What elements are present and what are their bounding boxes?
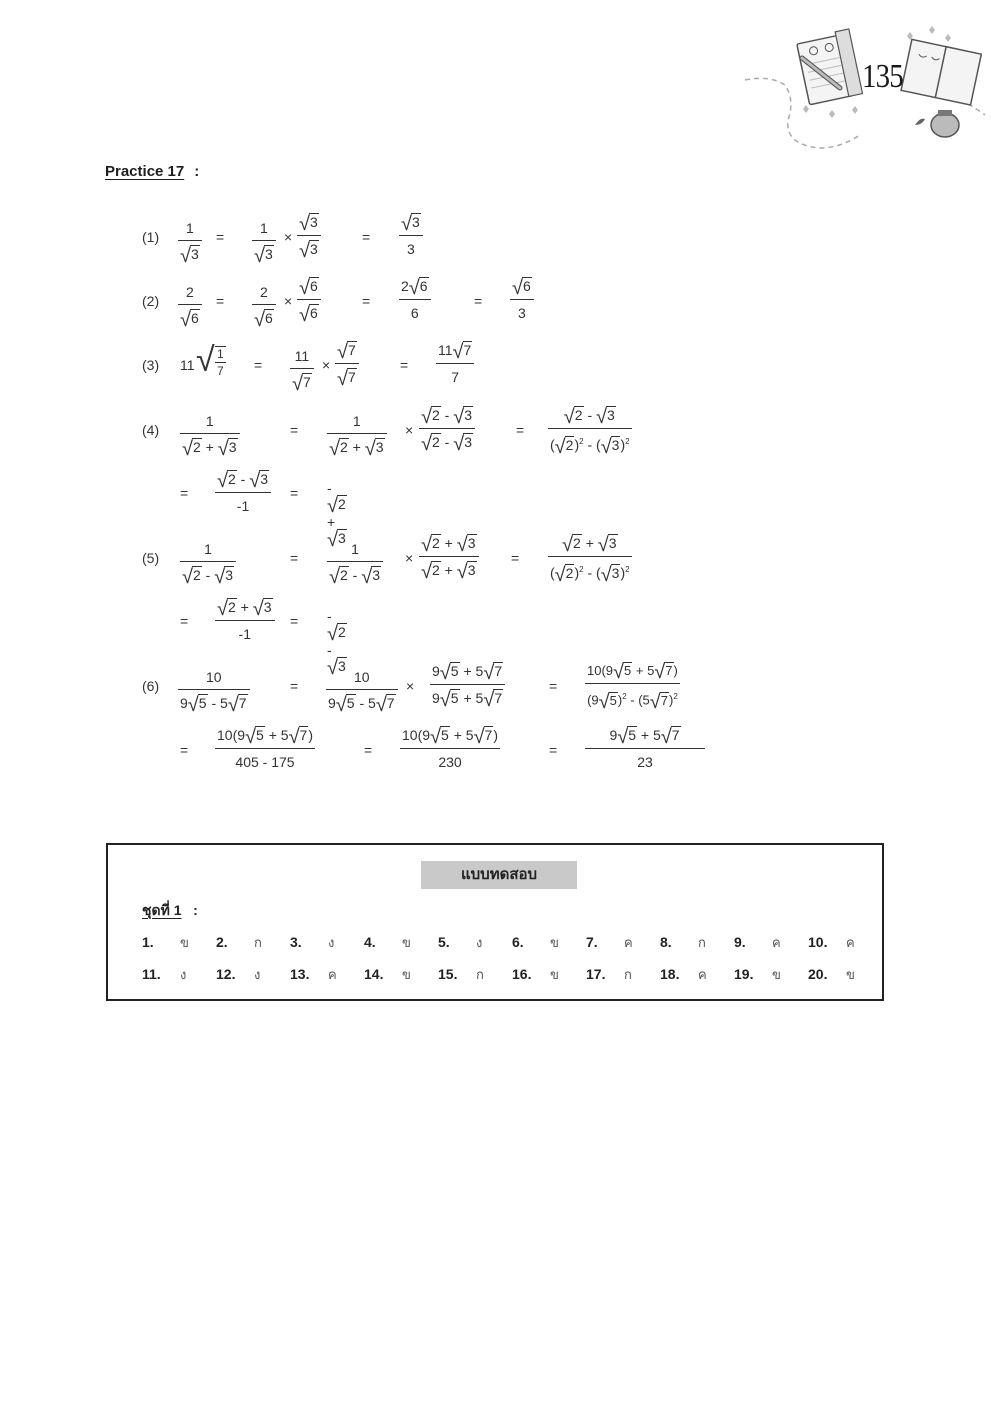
answer-key-header: แบบทดสอบ [421, 861, 577, 889]
answer-number: 12. [216, 966, 236, 982]
answer-item [586, 964, 632, 985]
answer-item [216, 964, 260, 985]
answer-number: 9. [734, 934, 746, 950]
numerator: 1 [185, 220, 194, 236]
problem-label: (3) [142, 357, 160, 373]
answer-number: 4. [364, 934, 376, 950]
answer-item [364, 964, 411, 985]
answer-choice: ค [328, 967, 337, 982]
title-colon: : [194, 163, 200, 180]
answer-item [142, 964, 186, 985]
answer-number: 15. [438, 966, 458, 982]
answer-choice: ค [624, 935, 633, 950]
answer-choice: ง [254, 967, 261, 982]
problem-label: (4) [142, 422, 160, 438]
answer-item [660, 932, 706, 953]
answer-item [660, 964, 707, 985]
answer-number: 13. [290, 966, 310, 982]
answer-number: 1. [142, 934, 154, 950]
fraction: 1 √3 [252, 219, 276, 264]
sqrt-icon: √ [180, 245, 191, 268]
answer-item [438, 964, 484, 985]
answer-choice: ค [698, 967, 707, 982]
answer-choice: ง [476, 935, 483, 950]
answer-choice: ก [624, 967, 632, 982]
answer-item [290, 964, 337, 985]
answer-item [290, 932, 334, 953]
answer-item [364, 932, 411, 953]
problem-label: (6) [142, 678, 160, 694]
answer-number: 16. [512, 966, 532, 982]
answer-number: 18. [660, 966, 680, 982]
answer-choice: ค [772, 935, 781, 950]
answer-item [734, 964, 781, 985]
set-colon: : [193, 902, 198, 918]
problem-label: (2) [142, 293, 160, 309]
practice-title: Practice 17 [105, 163, 185, 180]
answer-number: 14. [364, 966, 384, 982]
answer-choice: ก [254, 935, 262, 950]
answer-item [142, 932, 189, 953]
result: -√2 - √3 [327, 608, 346, 679]
answer-item [512, 932, 559, 953]
problem-label: (5) [142, 550, 160, 566]
set-label [142, 900, 198, 922]
answer-choice: ข [402, 935, 411, 950]
answer-choice: ค [846, 935, 855, 950]
answer-number: 5. [438, 934, 450, 950]
section-title [105, 163, 199, 180]
answer-number: 17. [586, 966, 606, 982]
answer-number: 2. [216, 934, 228, 950]
answer-choice: ข [550, 935, 559, 950]
fraction: √3 3 [399, 213, 423, 258]
answer-item [586, 932, 633, 953]
answer-choice: ข [772, 967, 781, 982]
page-number: 135 [862, 58, 903, 95]
answer-item [438, 932, 482, 953]
answer-choice: ข [180, 935, 189, 950]
denominator: √3 [180, 245, 199, 268]
answer-item [512, 964, 559, 985]
answer-choice: ง [180, 967, 187, 982]
answer-number: 3. [290, 934, 302, 950]
set-label-text: ชุดที่ 1 [142, 902, 182, 918]
equals-sign: = [216, 229, 225, 245]
answer-choice: ก [698, 935, 706, 950]
answer-item [734, 932, 781, 953]
result: -√2 + √3 [327, 480, 346, 551]
answer-choice: ข [846, 967, 855, 982]
answer-item [808, 932, 855, 953]
problem-label: (1) [142, 229, 160, 245]
sqrt-icon: √ [196, 341, 215, 379]
answer-number: 11. [142, 966, 161, 982]
answer-choice: ข [402, 967, 411, 982]
answer-number: 20. [808, 966, 828, 982]
times-sign: × [284, 229, 293, 245]
answer-item [808, 964, 855, 985]
answer-number: 6. [512, 934, 524, 950]
answer-choice: ก [476, 967, 484, 982]
answer-item [216, 932, 262, 953]
fraction: √3 √3 [297, 213, 321, 259]
answer-number: 7. [586, 934, 598, 950]
answer-choice: ข [550, 967, 559, 982]
answer-number: 8. [660, 934, 672, 950]
answer-number: 10. [808, 934, 828, 950]
fraction [178, 219, 202, 268]
answer-choice: ง [328, 935, 335, 950]
answer-number: 19. [734, 966, 754, 982]
